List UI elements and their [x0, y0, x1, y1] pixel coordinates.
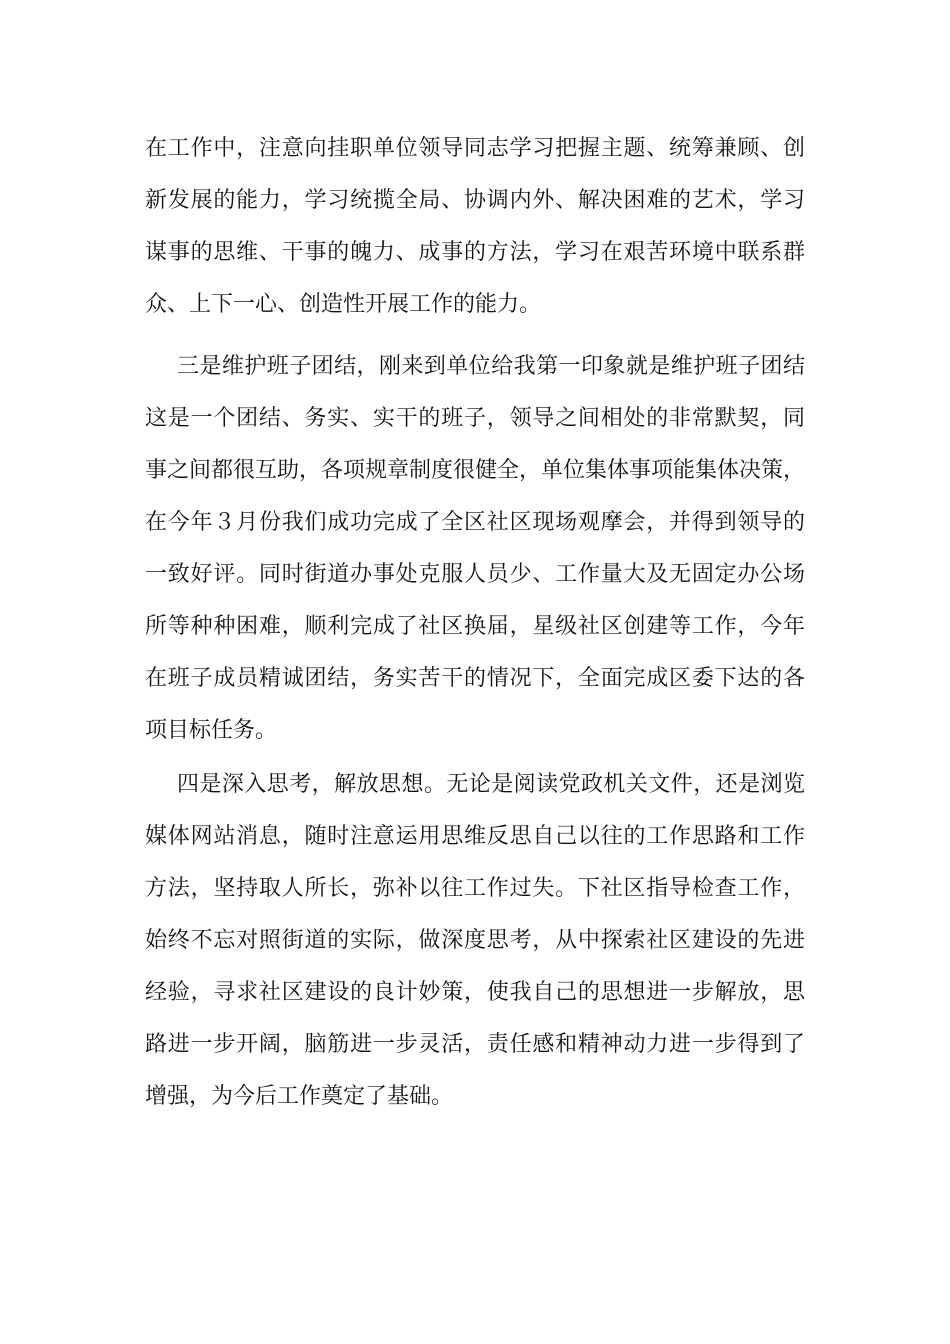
- paragraph-3-line-5: 经验，寻求社区建设的良计妙策，使我自己的思想进一步解放，思: [145, 980, 805, 1005]
- paragraph-2-line-5: 一致好评。同时街道办事处克服人员少、工作量大及无固定办公场: [145, 562, 805, 587]
- paragraph-2-line-1: 三是维护班子团结，刚来到单位给我第一印象就是维护班子团结: [177, 354, 805, 379]
- paragraph-2-line-3: 事之间都很互助，各项规章制度很健全，单位集体事项能集体决策，: [145, 458, 806, 483]
- paragraph-3-line-1: 四是深入思考，解放思想。无论是阅读党政机关文件，还是浏览: [177, 772, 805, 797]
- paragraph-2-line-8: 项目标任务。: [145, 718, 278, 743]
- paragraph-3-line-7: 增强，为今后工作奠定了基础。: [145, 1084, 454, 1109]
- paragraph-3-line-3: 方法，坚持取人所长，弥补以往工作过失。下社区指导检查工作，: [145, 876, 805, 901]
- paragraph-3-line-6: 路进一步开阔，脑筋进一步灵活，责任感和精神动力进一步得到了: [145, 1032, 805, 1057]
- paragraph-1-line-4: 众、上下一心、创造性开展工作的能力。: [145, 292, 542, 317]
- paragraph-2-line-7: 在班子成员精诚团结，务实苦干的情况下，全面完成区委下达的各: [145, 666, 805, 691]
- paragraph-3-line-4: 始终不忘对照街道的实际，做深度思考，从中探索社区建设的先进: [145, 928, 805, 953]
- paragraph-2-line-4: 在今年３月份我们成功完成了全区社区现场观摩会，并得到领导的: [145, 510, 805, 535]
- paragraph-2-line-6: 所等种种困难，顺利完成了社区换届，星级社区创建等工作，今年: [145, 614, 805, 639]
- paragraph-3-line-2: 媒体网站消息，随时注意运用思维反思自己以往的工作思路和工作: [145, 824, 805, 849]
- paragraph-2-line-2: 这是一个团结、务实、实干的班子，领导之间相处的非常默契，同: [145, 406, 805, 431]
- paragraph-1-line-2: 新发展的能力，学习统揽全局、协调内外、解决困难的艺术，学习: [145, 188, 805, 213]
- paragraph-1-line-1: 在工作中，注意向挂职单位领导同志学习把握主题、统筹兼顾、创: [145, 136, 805, 161]
- paragraph-1-line-3: 谋事的思维、干事的魄力、成事的方法，学习在艰苦环境中联系群: [145, 240, 805, 265]
